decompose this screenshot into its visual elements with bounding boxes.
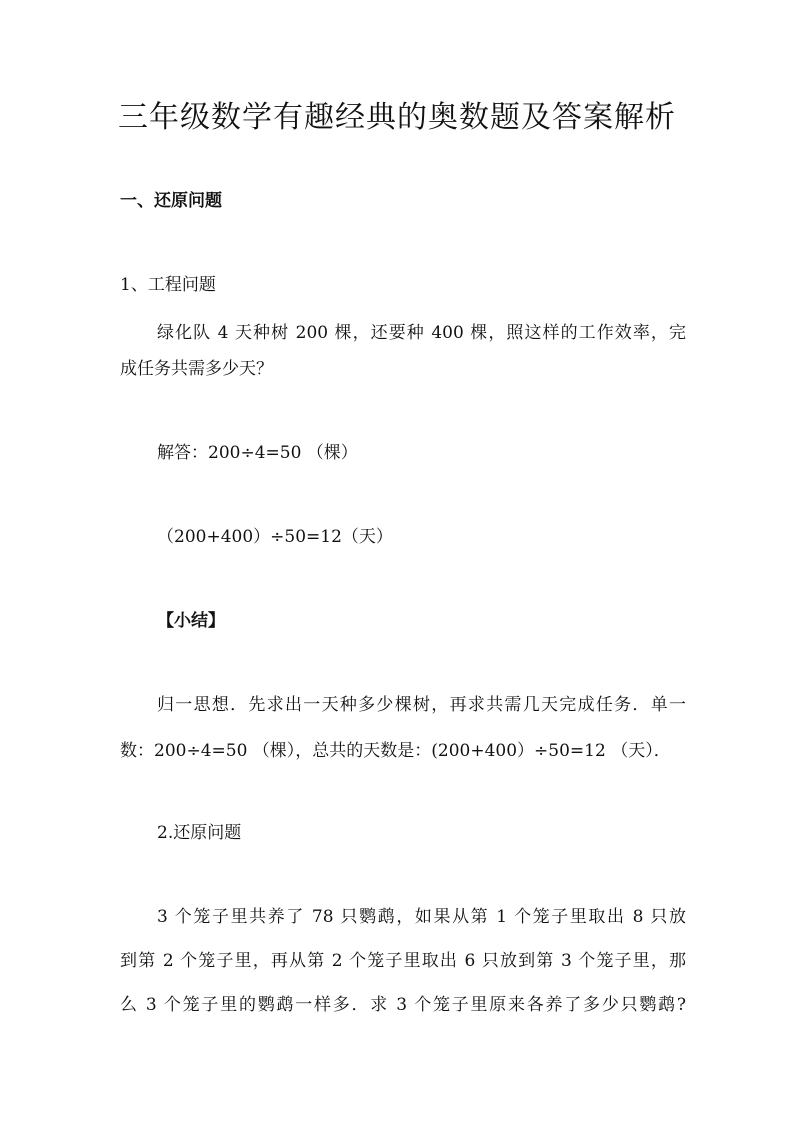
summary-label: 【小结】 bbox=[157, 611, 225, 631]
problem1-answer-line1: 解答：200÷4=50 （棵） bbox=[157, 443, 358, 463]
summary-line2: 数：200÷4=50 （棵），总共的天数是：(200+400）÷50=12 （天）． bbox=[120, 741, 671, 761]
problem2-question-line3: 么 3 个笼子里的鹦鹉一样多．求 3 个笼子里原来各养了多少只鹦鹉? bbox=[120, 995, 686, 1015]
problem1-question-line1: 绿化队 4 天种树 200 棵，还要种 400 棵，照这样的工作效率，完 bbox=[157, 323, 686, 343]
problem1-answer-line2: （200+400）÷50=12（天） bbox=[157, 527, 393, 547]
section-heading: 一、还原问题 bbox=[120, 191, 222, 211]
problem2-question-line1: 3 个笼子里共养了 78 只鹦鹉，如果从第 1 个笼子里取出 8 只放 bbox=[157, 907, 686, 927]
problem2-question-line2: 到第 2 个笼子里，再从第 2 个笼子里取出 6 只放到第 3 个笼子里，那 bbox=[120, 951, 686, 971]
problem2-heading: 2.还原问题 bbox=[157, 823, 242, 843]
problem1-heading: 1、工程问题 bbox=[120, 275, 216, 295]
document-title: 三年级数学有趣经典的奥数题及答案解析 bbox=[118, 100, 676, 135]
summary-line1: 归一思想．先求出一天种多少棵树，再求共需几天完成任务．单一 bbox=[157, 695, 686, 715]
problem1-question-line2: 成任务共需多少天？ bbox=[120, 359, 273, 379]
